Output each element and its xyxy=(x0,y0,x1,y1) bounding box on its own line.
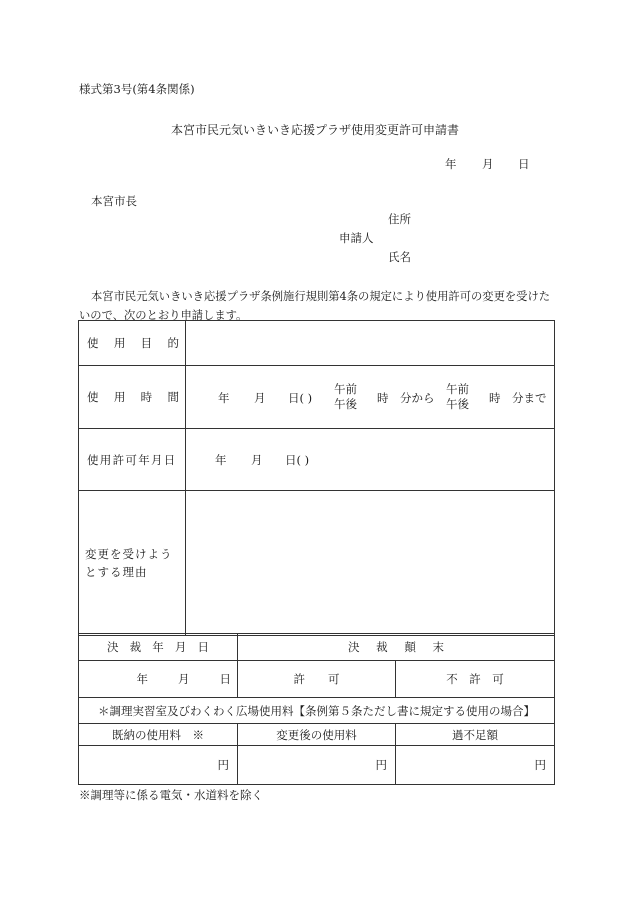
purpose-value[interactable] xyxy=(186,321,555,366)
fee-difference-yen[interactable]: 円 xyxy=(396,746,555,785)
time-from-am: 午前 xyxy=(334,382,357,396)
reason-value[interactable] xyxy=(186,491,555,636)
decision-fee-table xyxy=(78,633,555,785)
fee-header-difference: 過不足額 xyxy=(396,724,555,746)
time-from-min: 分から xyxy=(400,391,435,405)
date-month: 月 xyxy=(482,157,494,171)
purpose-label: 使 用 目 的 xyxy=(79,321,186,366)
permit-date-value[interactable] xyxy=(186,429,555,491)
fee-header-paid: 既納の使用料 ※ xyxy=(79,724,238,746)
time-year: 年 xyxy=(218,391,230,405)
time-from-hour: 時 xyxy=(377,391,389,405)
row-reason xyxy=(79,491,555,636)
time-month: 月 xyxy=(254,391,266,405)
form-number: 様式第3号(第4条関係) xyxy=(79,82,195,96)
application-table xyxy=(78,320,555,636)
document-title: 本宮市民元気いきいき応援プラザ使用変更許可申請書 xyxy=(170,123,459,137)
time-to-hour: 時 xyxy=(489,391,501,405)
time-to-pm: 午後 xyxy=(446,397,469,411)
decision-header-row xyxy=(79,634,555,661)
fee-changed-yen[interactable]: 円 xyxy=(238,746,396,785)
applicant-address-label: 住所 xyxy=(388,212,411,226)
intro-text: 本宮市民元気いきいき応援プラザ条例施行規則第4条の規定により使用許可の変更を受けたいので、次のとおり申請します。 xyxy=(79,290,551,322)
fee-header-changed: 変更後の使用料 xyxy=(238,724,396,746)
row-time xyxy=(79,366,555,429)
reason-label: 変更を受けようとする理由 xyxy=(79,491,186,636)
fee-value-row xyxy=(79,746,555,785)
applicant-label: 申請人 xyxy=(339,231,374,245)
permit-day: 日( ) xyxy=(285,453,310,467)
date-day: 日 xyxy=(518,157,530,171)
time-to-am: 午前 xyxy=(446,382,469,396)
time-value[interactable] xyxy=(186,366,555,429)
date-year: 年 xyxy=(445,157,457,171)
permit-year: 年 xyxy=(215,453,227,467)
permit-date-label: 使用許可年月日 xyxy=(79,429,186,491)
fee-paid-yen[interactable]: 円 xyxy=(79,746,238,785)
time-from-ampm xyxy=(334,382,357,412)
applicant-name-label: 氏名 xyxy=(388,250,411,264)
permit-month: 月 xyxy=(251,453,263,467)
time-from-pm: 午後 xyxy=(334,397,357,411)
decision-result-header: 決 裁 顛 末 xyxy=(238,634,555,661)
row-permit-date xyxy=(79,429,555,491)
fee-note: ＊調理実習室及びわくわく広場使用料【条例第５条ただし書に規定する使用の場合】 xyxy=(79,698,555,724)
decision-date-header: 決 裁 年 月 日 xyxy=(79,634,238,661)
fee-header-row xyxy=(79,724,555,746)
row-purpose xyxy=(79,321,555,366)
time-day: 日( ) xyxy=(288,391,313,405)
decision-denied[interactable]: 不 許 可 xyxy=(396,661,555,698)
time-label: 使 用 時 間 xyxy=(79,366,186,429)
decision-date-value[interactable]: 年 月 日 xyxy=(79,661,238,698)
time-to-min: 分まで xyxy=(512,391,547,405)
date-line xyxy=(445,156,530,172)
decision-value-row xyxy=(79,661,555,698)
footnote: ※調理等に係る電気・水道料を除く xyxy=(79,788,263,802)
fee-note-row xyxy=(79,698,555,724)
time-to-ampm xyxy=(446,382,469,412)
addressee: 本宮市長 xyxy=(91,194,137,208)
decision-approved[interactable]: 許 可 xyxy=(238,661,396,698)
